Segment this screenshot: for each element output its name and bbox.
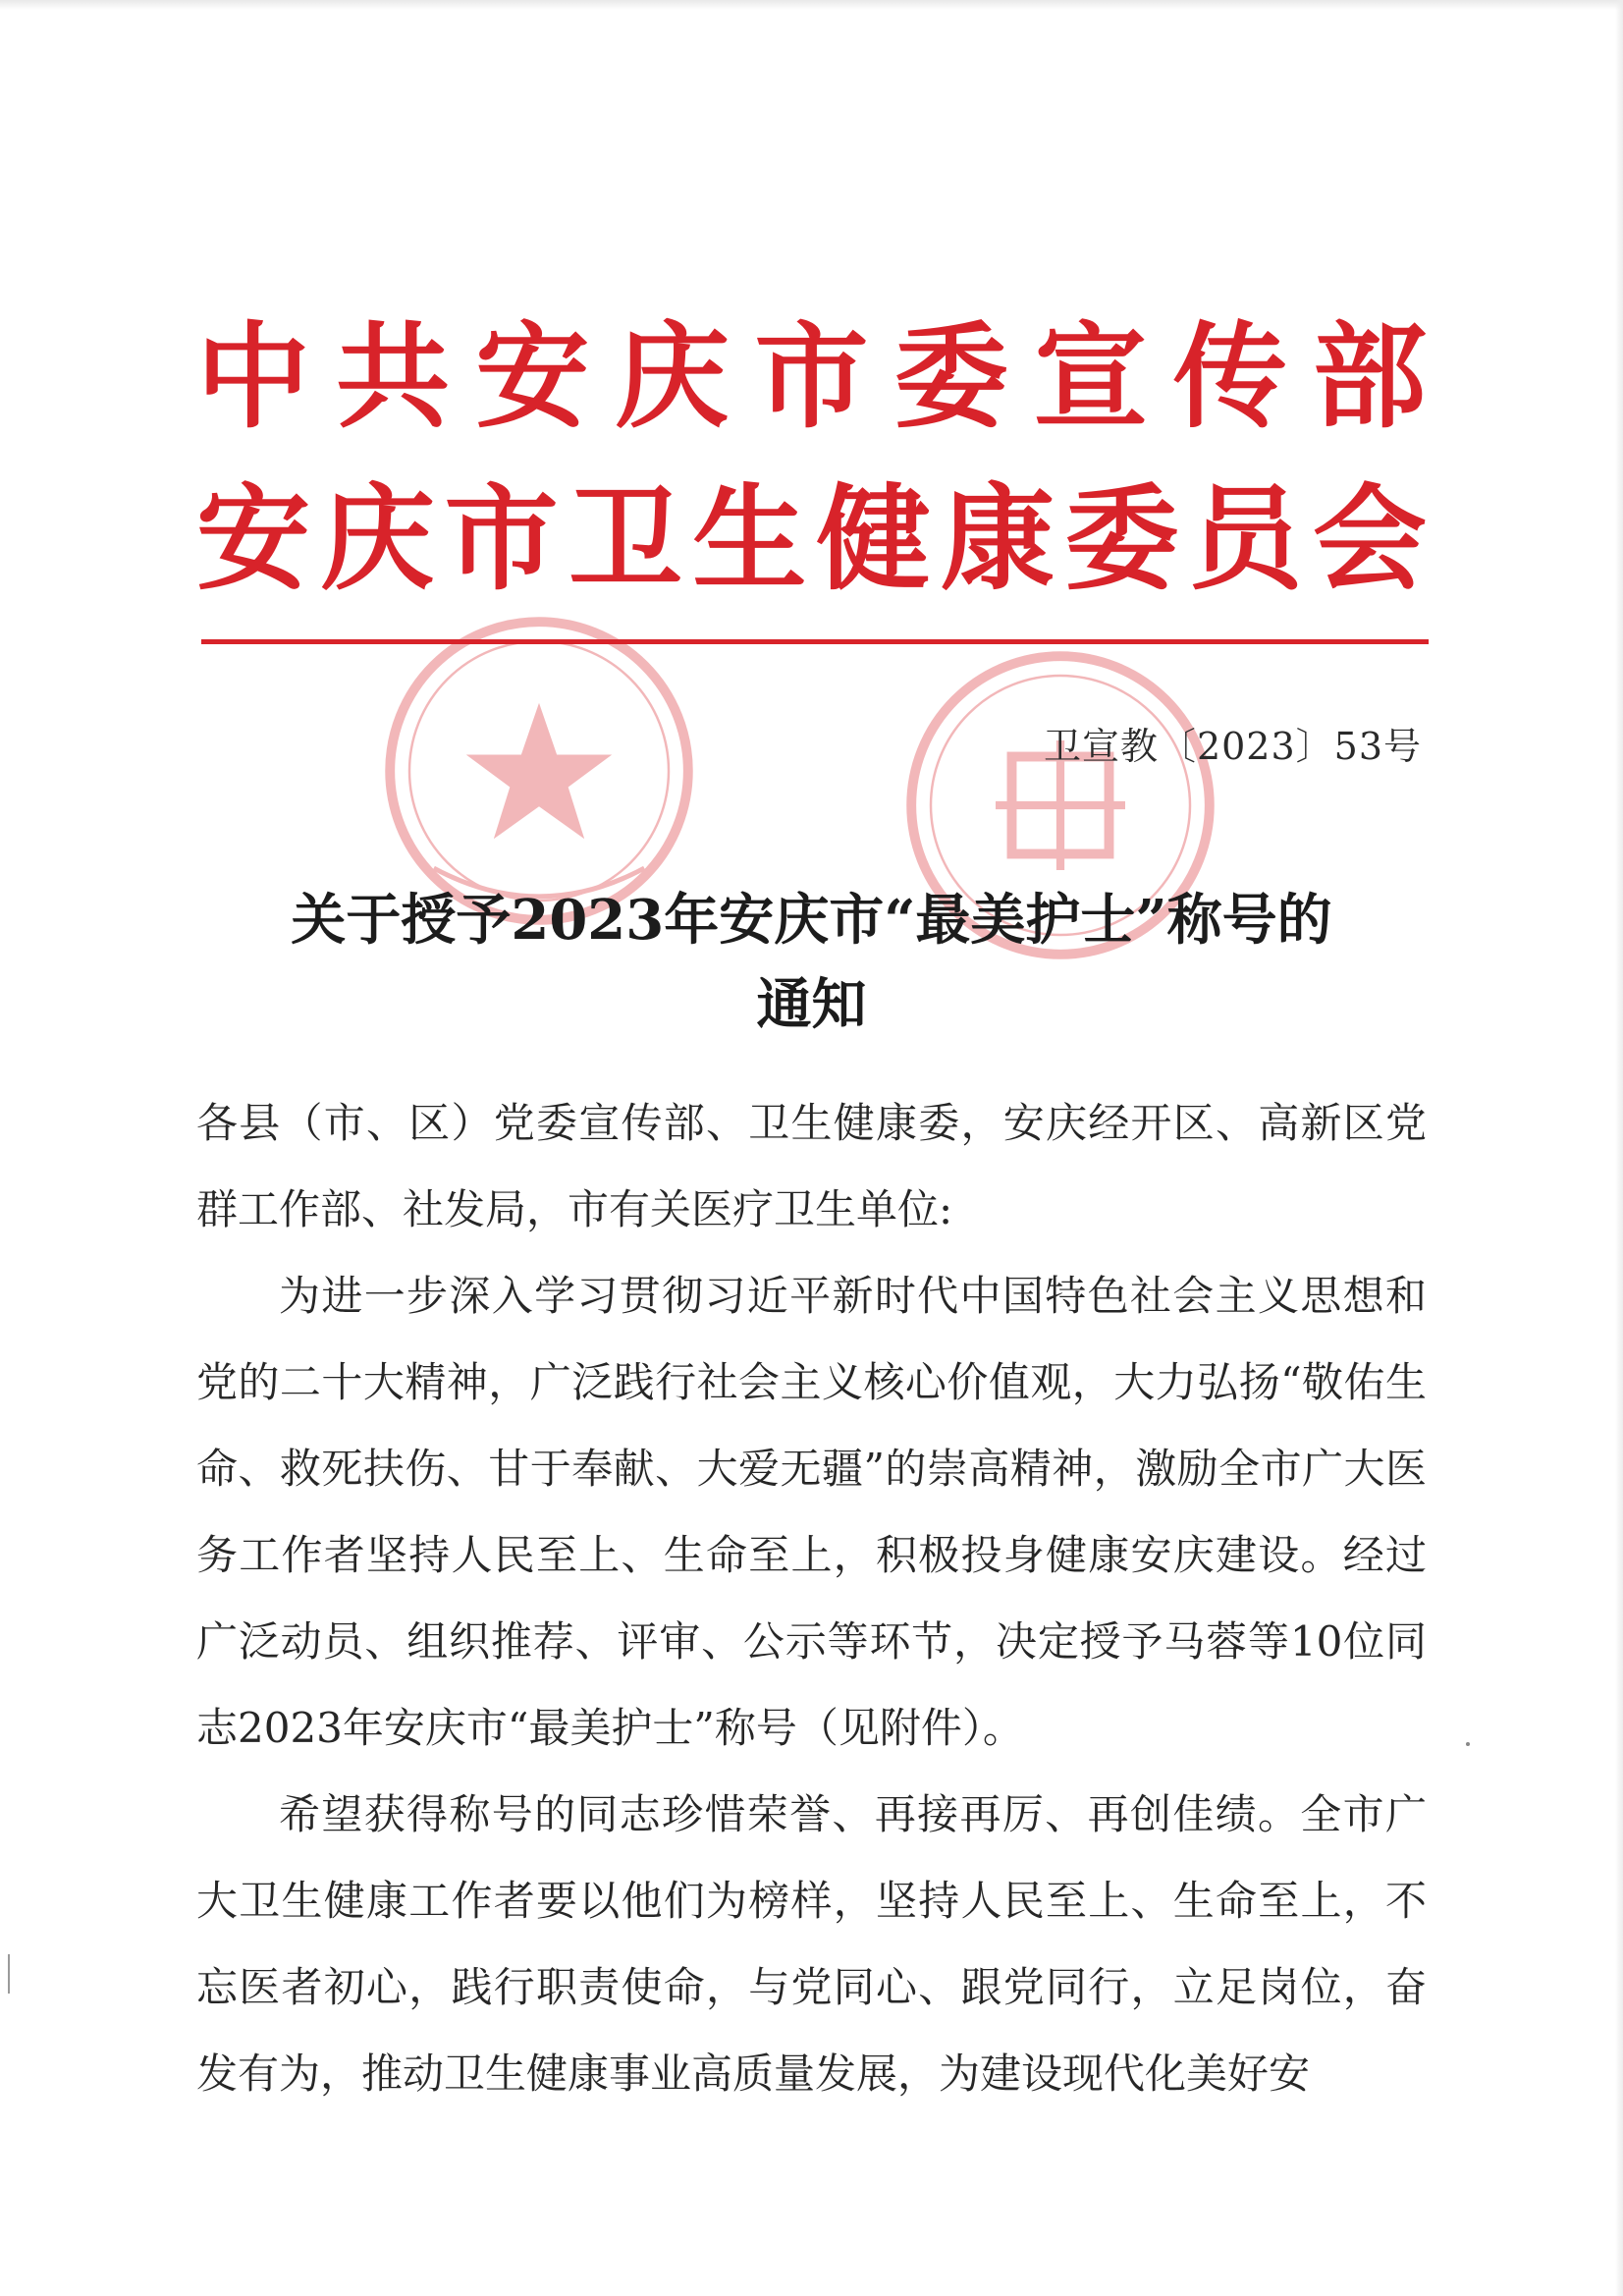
red-header-rule	[201, 639, 1429, 644]
document-body	[196, 1080, 1427, 2117]
scan-edge-right	[1615, 0, 1623, 2296]
body-paragraph-1: 为进一步深入学习贯彻习近平新时代中国特色社会主义思想和党的二十大精神，广泛践行社会主义核心价值观，大力弘扬“敬佑生命、救死扶伤、甘于奉献、大爱无疆”的崇高精神，激励全市广大医务工作者坚持人民至上、生命至上，积极投身健康安庆建设。经过广泛动员、组织推荐、评审、公示等环节，决定授予马蓉等10位同志2023年安庆市“最美护士”称号（见附件）。	[196, 1272, 1427, 1752]
issuer-name-line-1: 中共安庆市委宣传部	[196, 311, 1427, 444]
document-number: 卫宣教〔2023〕53号	[1043, 725, 1422, 768]
document-title	[196, 878, 1427, 1047]
document-title-line-1: 关于授予2023年安庆市“最美护士”称号的	[291, 888, 1332, 953]
document-title-line-2: 通知	[756, 972, 867, 1037]
scan-margin-mark	[8, 1954, 10, 1994]
scan-edge-top	[0, 0, 1623, 10]
salutation: 各县（市、区）党委宣传部、卫生健康委，安庆经开区、高新区党群工作部、社发局，市有关医疗卫生单位:	[196, 1099, 1427, 1233]
body-paragraph-2: 希望获得称号的同志珍惜荣誉、再接再厉、再创佳绩。全市广大卫生健康工作者要以他们为榜样，坚持人民至上、生命至上，不忘医者初心，践行职责使命，与党同心、跟党同行，立足岗位，奋发有为，推动卫生健康事业高质量发展，为建设现代化美好安	[196, 1790, 1427, 2098]
issuer-name-line-2: 安庆市卫生健康委员会	[196, 473, 1427, 606]
scan-dot-mark	[1466, 1742, 1470, 1746]
